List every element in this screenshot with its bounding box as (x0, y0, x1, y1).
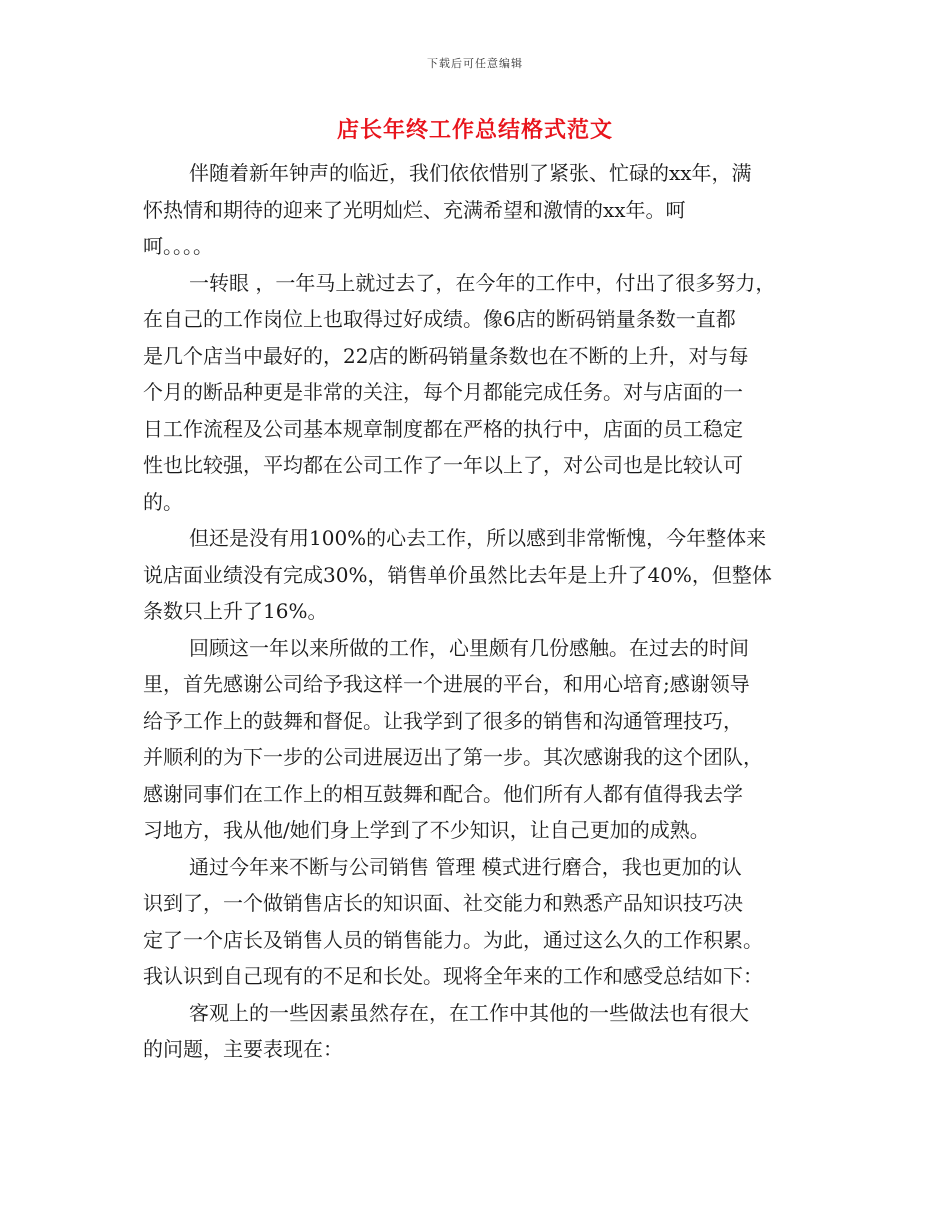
text-line: 识到了，一个做销售店长的知识面、社交能力和熟悉产品知识技巧决 (143, 891, 743, 915)
text-line: 个月的断品种更是非常的关注，每个月都能完成任务。对与店面的一 (143, 380, 743, 404)
text-line: 但还是没有用100%的心去工作，所以感到非常惭愧，今年整体来 (189, 526, 767, 550)
text-line: 我认识到自己现有的不足和长处。现将全年来的工作和感受总结如下： (143, 964, 763, 988)
text-line: 一转眼 ，一年马上就过去了，在今年的工作中，付出了很多努力， (189, 270, 776, 295)
paragraph-1 (143, 155, 815, 265)
text-line: 条数只上升了16%。 (143, 599, 328, 623)
paragraph-2 (143, 265, 815, 521)
text-line: 伴随着新年钟声的临近，我们依依惜别了紧张、忙碌的xx年，满 (189, 161, 752, 185)
header-note: 下载后可任意编辑 (427, 57, 523, 70)
text-line: 说店面业绩没有完成30%，销售单价虽然比去年是上升了40%，但整体 (143, 562, 772, 587)
paragraph-5 (143, 849, 815, 995)
text-line: 在自己的工作岗位上也取得过好成绩。像6店的断码销量条数一直都 (143, 307, 736, 331)
text-line: 习地方，我从他/她们身上学到了不少知识，让自己更加的成熟。 (143, 818, 710, 842)
paragraph-6 (143, 995, 815, 1068)
text-line: 感谢同事们在工作上的相互鼓舞和配合。他们所有人都有值得我去学 (143, 781, 743, 806)
text-line: 的。 (143, 489, 183, 514)
text-line: 是几个店当中最好的，22店的断码销量条数也在不断的上升，对与每 (143, 343, 749, 368)
document-title: 店长年终工作总结格式范文 (336, 117, 613, 143)
text-line: 通过今年来不断与公司销售 管理 模式进行磨合，我也更加的认 (189, 854, 742, 879)
text-line: 回顾这一年以来所做的工作，心里颇有几份感触。在过去的时间 (189, 635, 749, 660)
document-body (143, 155, 815, 1068)
text-line: 日工作流程及公司基本规章制度都在严格的执行中，店面的员工稳定 (143, 416, 743, 441)
paragraph-3 (143, 520, 815, 630)
text-line: 给予工作上的鼓舞和督促。让我学到了很多的销售和沟通管理技巧， (143, 708, 743, 733)
text-line: 性也比较强，平均都在公司工作了一年以上了，对公司也是比较认可 (143, 453, 743, 477)
text-line: 并顺利的为下一步的公司进展迈出了第一步。其次感谢我的这个团队， (143, 745, 763, 769)
text-line: 的问题，主要表现在： (143, 1037, 343, 1061)
paragraph-4 (143, 630, 815, 849)
text-line: 怀热情和期待的迎来了光明灿烂、充满希望和激情的xx年。呵 (143, 197, 686, 222)
text-line: 里，首先感谢公司给予我这样一个进展的平台，和用心培育;感谢领导 (143, 672, 750, 696)
text-line: 客观上的一些因素虽然存在，在工作中其他的一些做法也有很大 (189, 1000, 749, 1025)
text-line: 定了一个店长及销售人员的销售能力。为此，通过这么久的工作积累。 (143, 927, 763, 952)
text-line: 呵。。。。 (143, 234, 213, 258)
